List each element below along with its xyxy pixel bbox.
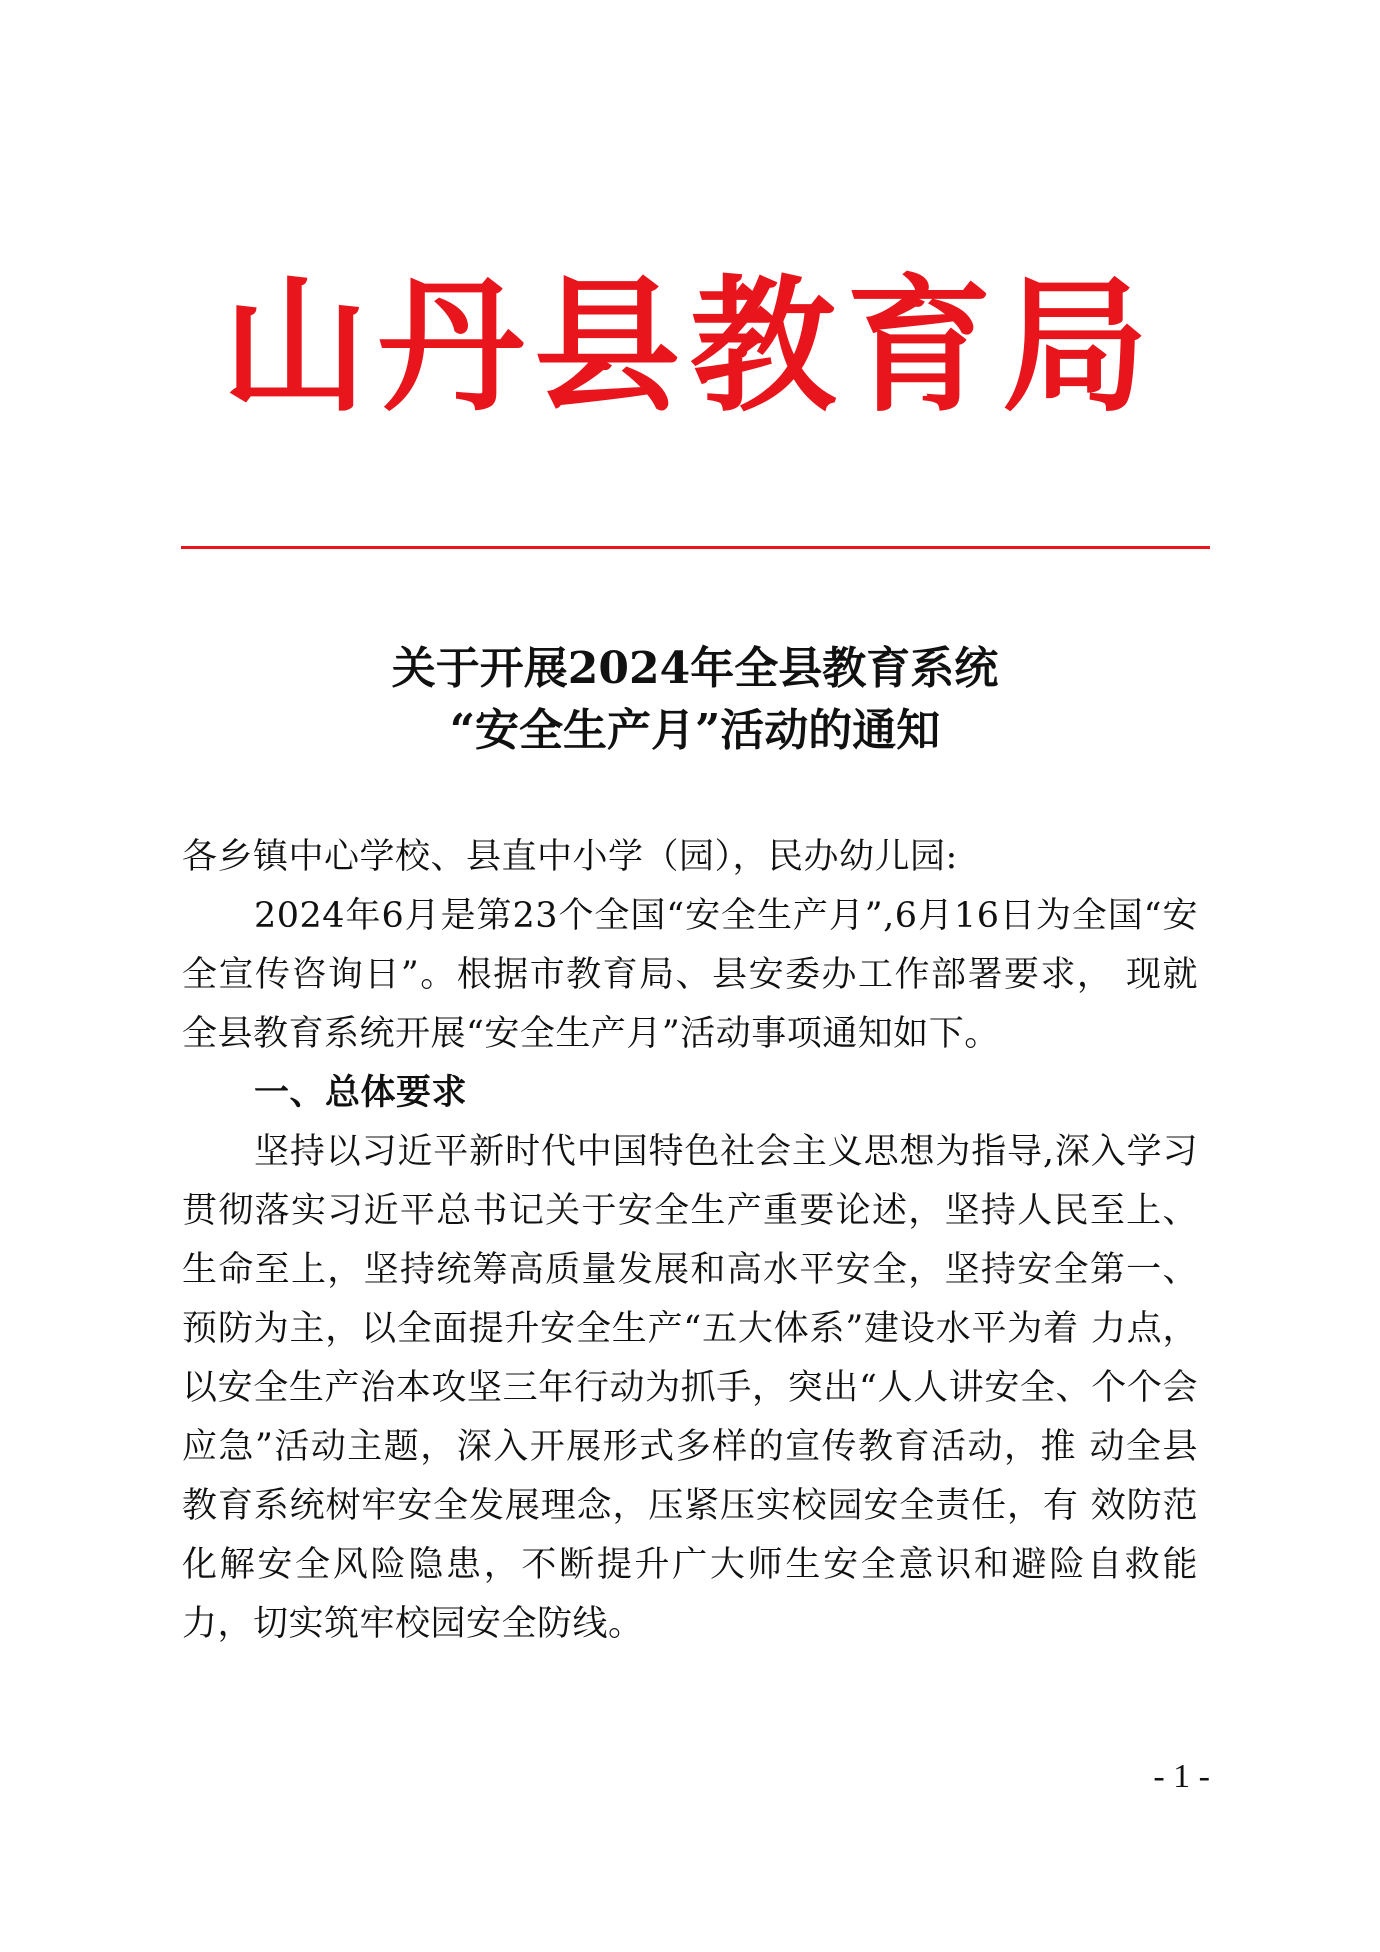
masthead-title: 山丹县教育局	[222, 261, 1158, 432]
body-paragraph-2: 坚持以习近平新时代中国特色社会主义思想为指导,深入学习贯彻落实习近平总书记关于安全生产重要论述，坚持人民至上、生命至上，坚持统筹高质量发展和高水平安全，坚持安全第一、预防为主，以全面提升安全生产“五大体系”建设水平为着 力点，以安全生产治本攻坚三年行动为抓手，突出“人人讲安全、个个会应急”活动主题，深入开展形式多样的宣传教育活动，推 动全县教育系统树牢安全发展理念，压紧压实校园安全责任，有 效防范化解安全风险隐患，不断提升广大师生安全意识和避险自救能力，切实筑牢校园安全防线。	[182, 1132, 1198, 1644]
body-paragraph-1: 2024年6月是第23个全国“安全生产月”,6月16日为全国“安全宣传咨询日”。根据市教育局、县安委办工作部署要求， 现就全县教育系统开展“安全生产月”活动事项通知如下。	[182, 896, 1198, 1054]
document-title	[180, 638, 1210, 762]
document-title-line-1: 关于开展2024年全县教育系统	[391, 643, 999, 694]
document-title-line-2: “安全生产月”活动的通知	[449, 705, 941, 756]
salutation: 各乡镇中心学校、县直中小学（园），民办幼儿园:	[182, 837, 958, 877]
page-number: - 1 -	[1153, 1758, 1210, 1795]
document-body	[182, 828, 1198, 1654]
masthead-red-rule	[181, 546, 1210, 549]
section-heading-1: 一、总体要求	[254, 1073, 468, 1113]
